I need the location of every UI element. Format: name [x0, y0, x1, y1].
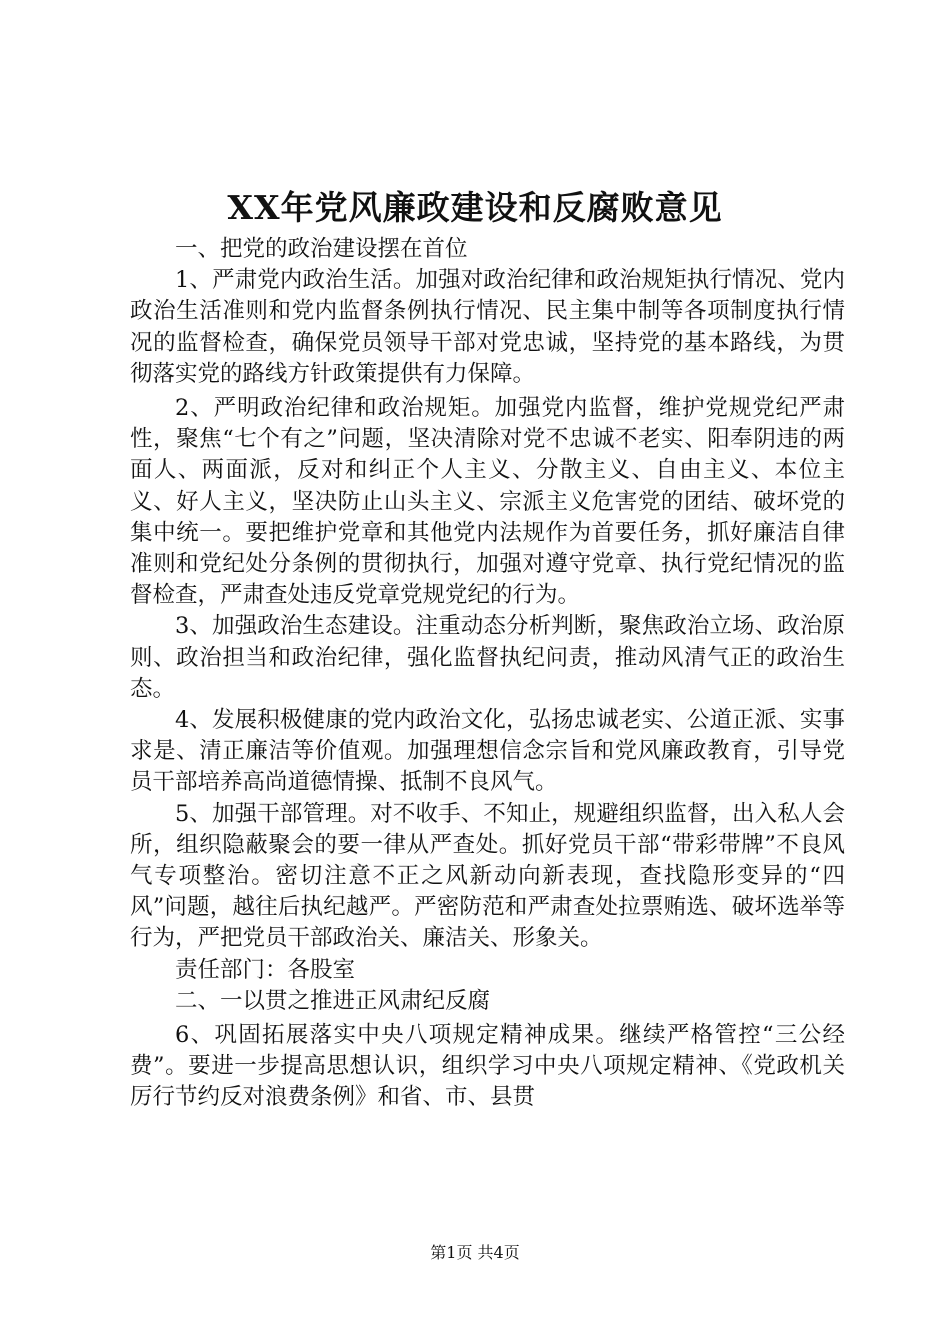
paragraph-item-1: 1、严肃党内政治生活。加强对政治纪律和政治规矩执行情况、党内政治生活准则和党内监督条例执行情况、民主集中制等各项制度执行情况的监督检查，确保党员领导干部对党忠诚，坚持党的基本路线，为贯彻落实党的路线方针政策提供有力保障。 — [130, 267, 845, 387]
paragraph-item-5: 5、加强干部管理。对不收手、不知止，规避组织监督，出入私人会所，组织隐蔽聚会的要一律从严查处。抓好党员干部“带彩带牌”不良风气专项整治。密切注意不正之风新动向新表现，查找隐形变异的“四风”问题，越往后执纪越严。严密防范和严肃查处拉票贿选、破坏选举等行为，严把党员干部政治关、廉洁关、形象关。 — [130, 800, 845, 952]
paragraph-item-4: 4、发展积极健康的党内政治文化，弘扬忠诚老实、公道正派、实事求是、清正廉洁等价值观。加强理想信念宗旨和党风廉政教育，引导党员干部培养高尚道德情操、抵制不良风气。 — [130, 707, 845, 796]
responsible-department: 责任部门：各股室 — [175, 956, 356, 983]
section-heading-2: 二、一以贯之推进正风肃纪反腐 — [175, 987, 491, 1014]
document-title: XX年党风廉政建设和反腐败意见 — [227, 188, 723, 227]
paragraph-item-6: 6、巩固拓展落实中央八项规定精神成果。继续严格管控“三公经费”。要进一步提高思想认识，组织学习中央八项规定精神、《党政机关厉行节约反对浪费条例》和省、市、县贯 — [130, 1022, 845, 1111]
paragraph-item-3: 3、加强政治生态建设。注重动态分析判断，聚焦政治立场、政治原则、政治担当和政治纪律，强化监督执纪问责，推动风清气正的政治生态。 — [130, 613, 845, 702]
page-number-footer: 第1页 共4页 — [430, 1243, 520, 1262]
document-body — [130, 234, 845, 1114]
paragraph-item-2: 2、严明政治纪律和政治规矩。加强党内监督，维护党规党纪严肃性，聚焦“七个有之”问题，坚决清除对党不忠诚不老实、阳奉阴违的两面人、两面派，反对和纠正个人主义、分散主义、自由主义、本位主义、好人主义，坚决防止山头主义、宗派主义危害党的团结、破坏党的集中统一。要把维护党章和其他党内法规作为首要任务，抓好廉洁自律准则和党纪处分条例的贯彻执行，加强对遵守党章、执行党纪情况的监督检查，严肃查处违反党章党规党纪的行为。 — [130, 395, 845, 609]
section-heading-1: 一、把党的政治建设摆在首位 — [175, 236, 468, 262]
